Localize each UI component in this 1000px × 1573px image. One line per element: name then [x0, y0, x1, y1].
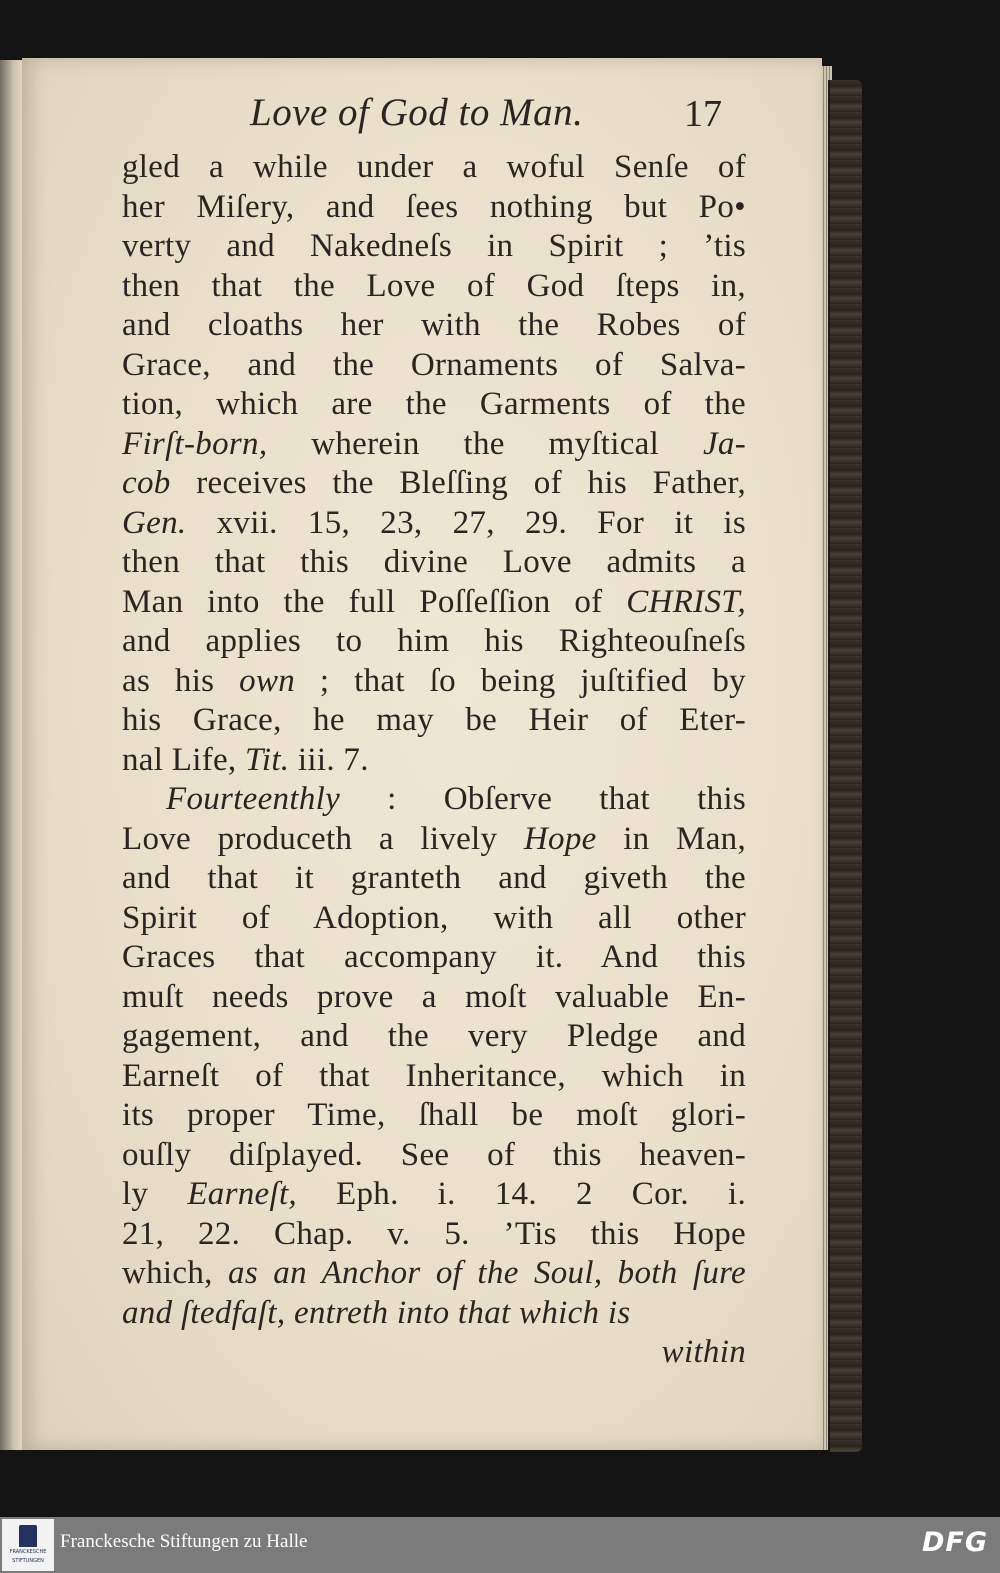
- book-spine: [828, 80, 862, 1452]
- text-run: verty and Nakedneſs in Spirit ; ’tis: [122, 228, 746, 264]
- logo-caption-bottom: STIFTUNGEN: [12, 1558, 44, 1564]
- italic-run: cob: [122, 465, 171, 501]
- text-run: 21, 22. Chap. v. 5. ’Tis this Hope: [122, 1215, 746, 1252]
- text-run: in Man,: [596, 820, 746, 857]
- text-line: [122, 1254, 746, 1294]
- institution-name: Franckesche Stiftungen zu Halle: [60, 1531, 308, 1552]
- text-run: gagement, and the very Pledge and: [122, 1018, 746, 1054]
- running-head: Love of God to Man.: [250, 91, 584, 134]
- text-line: [122, 741, 746, 781]
- institution-logo: [2, 1519, 54, 1571]
- text-line: [122, 1215, 746, 1255]
- text-run: tion, which are the Garments of the: [122, 386, 746, 422]
- italic-run: Fourteenthly: [166, 781, 341, 817]
- text-line: [122, 464, 746, 504]
- text-line: [122, 583, 746, 623]
- text-run: receives the Bleſſing of his Father,: [170, 465, 746, 501]
- italic-run: Tit.: [245, 741, 290, 778]
- body-text: [122, 148, 746, 1373]
- page-number: 17: [684, 93, 722, 135]
- text-run: xvii. 15, 23, 27, 29. For it is: [186, 504, 746, 541]
- italic-run: Hope: [523, 820, 597, 857]
- text-run: and applies to him his Righteouſneſs: [122, 623, 746, 659]
- text-line: [122, 859, 746, 899]
- text-run: Eph. i. 14. 2 Cor. i.: [296, 1176, 746, 1212]
- text-run: which,: [122, 1255, 229, 1291]
- text-line: [122, 622, 746, 662]
- italic-run: Earneſt,: [187, 1176, 297, 1212]
- text-line: [122, 1057, 746, 1097]
- text-line: [122, 425, 746, 465]
- text-line: [122, 346, 746, 386]
- text-line: [122, 267, 746, 307]
- text-line: [122, 899, 746, 939]
- book-page: [22, 58, 822, 1450]
- italic-run: Firſt-born,: [122, 425, 268, 462]
- text-run: Grace, and the Ornaments of Salva-: [122, 346, 746, 383]
- text-run: iii. 7.: [289, 741, 369, 778]
- text-run: Man into the full Poſſeſſion of: [122, 583, 627, 620]
- logo-caption-top: FRANCKESCHE: [9, 1549, 47, 1555]
- text-run: ; that ſo being juſtified by: [295, 662, 746, 699]
- text-line: [122, 306, 746, 346]
- text-run: : Obſerve that this: [340, 781, 746, 817]
- text-run: gled a while under a woful Senſe of: [122, 149, 746, 185]
- italic-run: within: [661, 1334, 746, 1370]
- text-line: [122, 148, 746, 188]
- text-line: [122, 780, 746, 820]
- text-run: his Grace, he may be Heir of Eter-: [122, 702, 746, 738]
- text-run: then that this divine Love admits a: [122, 544, 746, 580]
- text-run: Love produceth a lively: [122, 820, 524, 857]
- text-line: [122, 1096, 746, 1136]
- text-run: and cloaths her with the Robes of: [122, 307, 746, 343]
- viewer-footer: [0, 1517, 1000, 1573]
- italic-run: as an Anchor of the Soul, both ſure: [228, 1255, 746, 1291]
- left-page-edge: [0, 60, 24, 1450]
- building-icon: [19, 1525, 37, 1547]
- text-line: [122, 1017, 746, 1057]
- text-run: ouſly diſplayed. See of this heaven-: [122, 1136, 746, 1173]
- text-line: [122, 978, 746, 1018]
- text-line: [122, 543, 746, 583]
- text-line: [122, 227, 746, 267]
- text-line: [122, 662, 746, 702]
- text-line: [122, 1136, 746, 1176]
- text-run: its proper Time, ſhall be moſt glori-: [122, 1097, 746, 1133]
- text-run: as his: [122, 662, 240, 699]
- text-line: [122, 1294, 746, 1334]
- text-run: and that it granteth and giveth the: [122, 860, 746, 896]
- text-line: [122, 385, 746, 425]
- text-run: then that the Love of God ſteps in,: [122, 267, 746, 304]
- text-line: [122, 1333, 746, 1373]
- text-run: Earneſt of that Inheritance, which in: [122, 1057, 746, 1094]
- text-line: [122, 504, 746, 544]
- text-run: nal Life,: [122, 741, 246, 778]
- text-line: [122, 188, 746, 228]
- italic-run: Ja-: [702, 425, 746, 462]
- text-run: ly: [122, 1176, 188, 1212]
- italic-run: own: [239, 662, 296, 699]
- text-line: [122, 938, 746, 978]
- text-run: her Miſery, and ſees nothing but Po•: [122, 188, 746, 225]
- italic-run: and ſtedfaſt, entreth into that which is: [122, 1294, 631, 1331]
- italic-run: Gen.: [122, 504, 187, 541]
- text-run: Spirit of Adoption, with all other: [122, 899, 746, 936]
- text-line: [122, 820, 746, 860]
- text-run: Graces that accompany it. And this: [122, 939, 746, 975]
- dfg-logo: DFG: [921, 1527, 988, 1558]
- text-line: [122, 1175, 746, 1215]
- text-line: [122, 701, 746, 741]
- text-run: wherein the myſtical: [267, 425, 703, 462]
- italic-run: CHRIST,: [626, 583, 746, 620]
- text-run: muſt needs prove a moſt valuable En-: [122, 978, 746, 1015]
